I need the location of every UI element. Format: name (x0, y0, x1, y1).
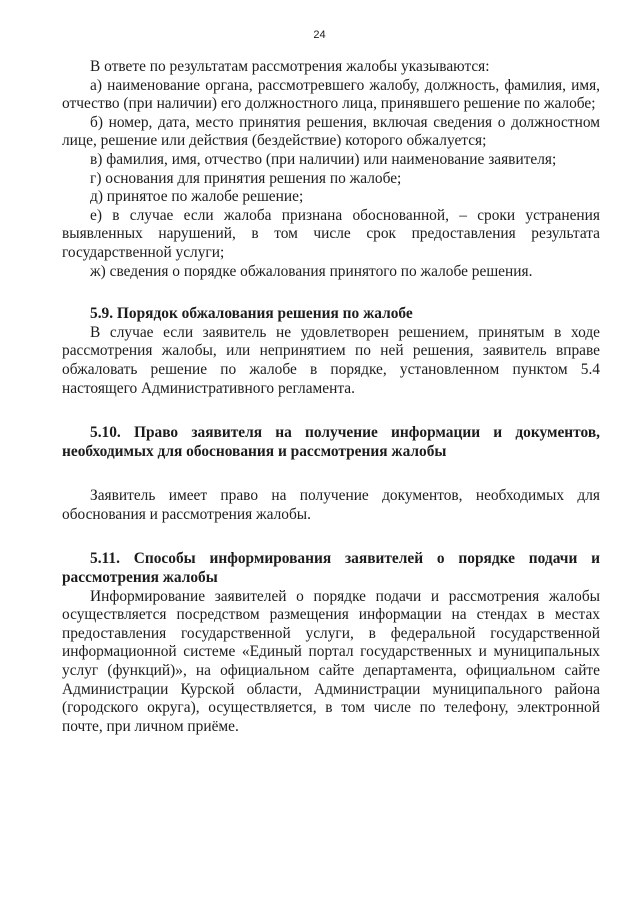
section-5-10-body: Заявитель имеет право на получение документов, необходимых для обоснования и рассмотрения жалобы. (62, 487, 600, 523)
page-number: 24 (313, 29, 326, 41)
section-5-11-body: Информирование заявителей о порядке подачи и рассмотрения жалобы осуществляется посредством размещения информации на стендах в местах предоставления государственной услуги, в федеральной государственной информационной системе «Единый портал государственных и муниципальных услуг (функций)», на официальном сайте департамента, официальном сайте Администрации Курской области, Администрации муниципального района (городского округа), осуществляется, в том числе по телефону, электронной почте, при личном приёме. (62, 587, 600, 735)
list-item-b: б) номер, дата, место принятия решения, включая сведения о должностном лице, решение или действия (бездействие) которого обжалуется; (62, 113, 600, 150)
intro-paragraph: В ответе по результатам рассмотрения жалобы указываются: (90, 58, 490, 75)
list-item-v: в) фамилия, имя, отчество (при наличии) или наименование заявителя; (90, 150, 557, 168)
list-item-a: а) наименование органа, рассмотревшего жалобу, должность, фамилия, имя, отчество (при наличии) его должностного лица, принявшего решение по жалобе; (62, 76, 600, 113)
list-item-e: е) в случае если жалоба признана обоснованной, – сроки устранения выявленных нарушений, в том числе срок предоставления результата государственной услуги; (62, 206, 600, 261)
list-item-g: г) основания для принятия решения по жалобе; (90, 169, 402, 187)
list-item-zh: ж) сведения о порядке обжалования принятого по жалобе решения. (90, 262, 533, 280)
section-5-11-heading: 5.11. Способы информирования заявителей о порядке подачи и рассмотрения жалобы (62, 550, 600, 587)
section-5-9-body: В случае если заявитель не удовлетворен решением, принятым в ходе рассмотрения жалобы, или непринятием по ней решения, заявитель вправе обжаловать решение по жалобе в порядке, установленном пунктом 5.4 настоящего Административного регламента. (62, 323, 600, 397)
section-5-9-heading: 5.9. Порядок обжалования решения по жалобе (90, 305, 413, 323)
section-5-10-heading: 5.10. Право заявителя на получение информации и документов, необходимых для обоснования и рассмотрения жалобы (62, 424, 600, 460)
list-item-d: д) принятое по жалобе решение; (90, 188, 304, 206)
page-content (62, 58, 600, 736)
